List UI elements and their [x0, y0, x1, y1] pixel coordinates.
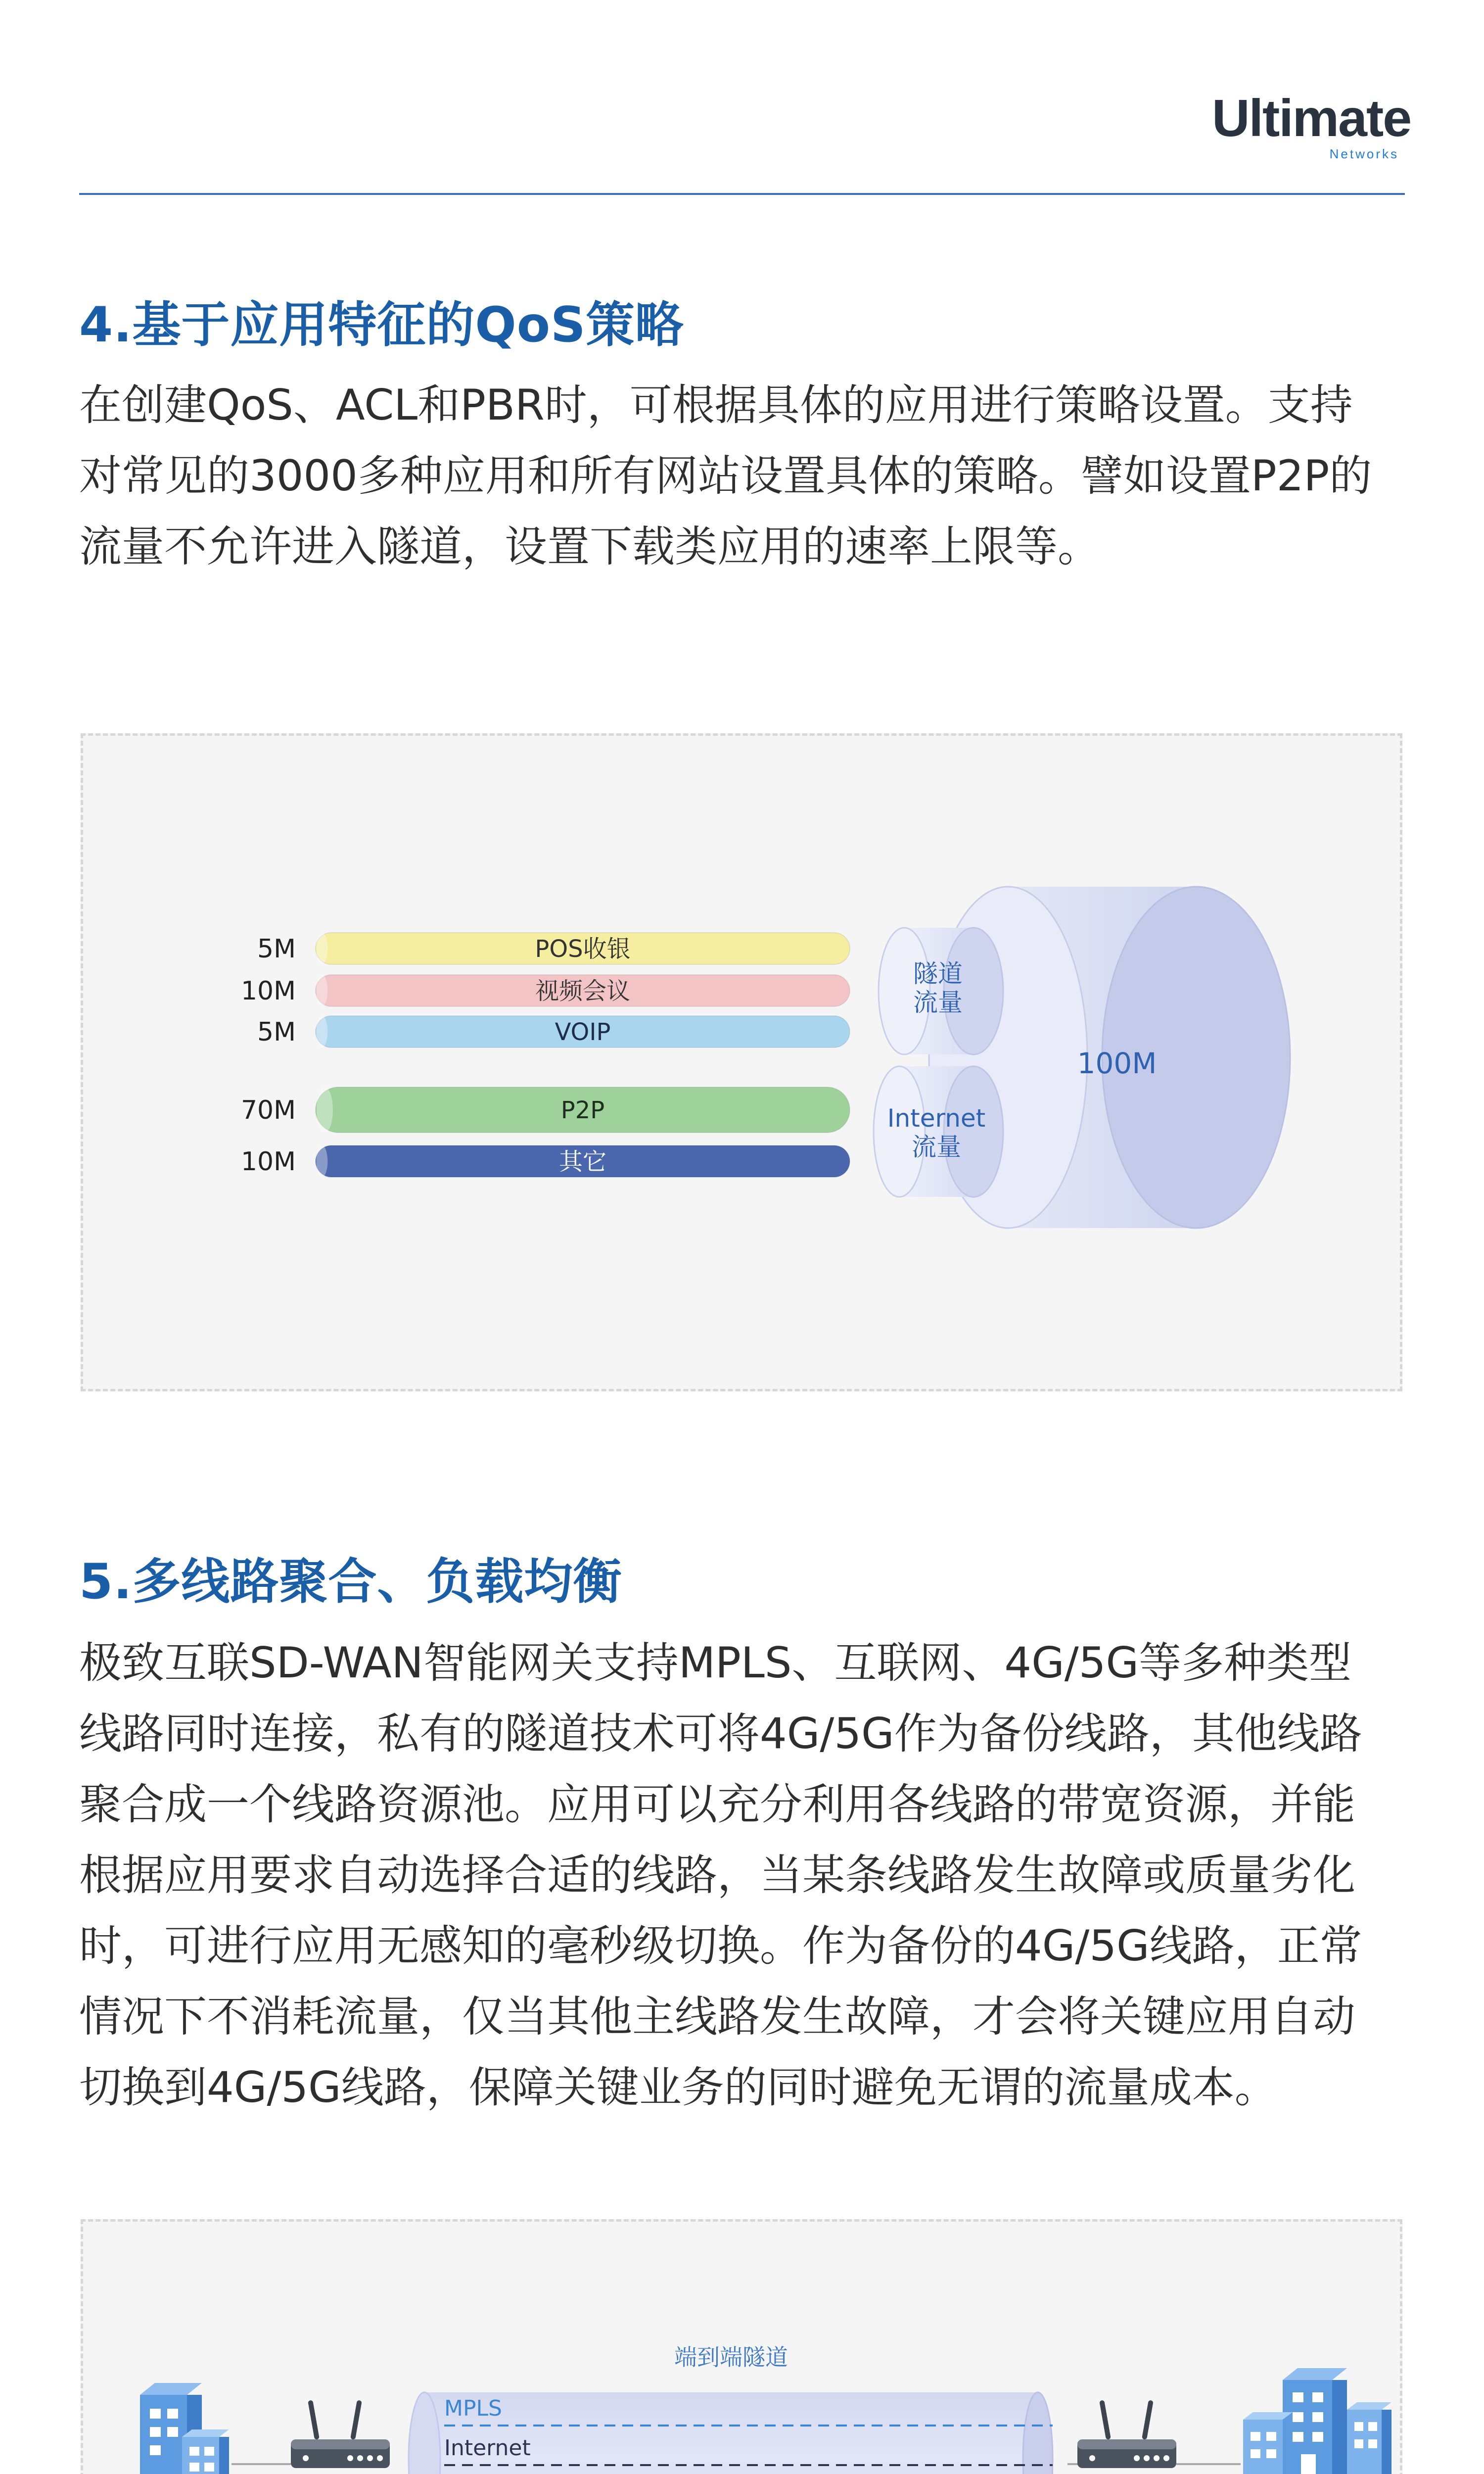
- company-logo: [1212, 89, 1411, 166]
- app-name-label: 视频会议: [535, 977, 631, 1005]
- app-pipe: [257, 933, 850, 964]
- section4-line: 流量不允许进入隧道，设置下载类应用的速率上限等。: [79, 522, 1100, 571]
- app-pipe: [257, 1016, 850, 1047]
- total-bandwidth-label: 100M: [1077, 1047, 1157, 1080]
- section5-line: 切换到4G/5G线路，保障关键业务的同时避免无谓的流量成本。: [79, 2063, 1277, 2112]
- application-pipes: [241, 933, 850, 1177]
- app-bandwidth-label: 70M: [240, 1095, 296, 1125]
- section4-paragraph: [79, 370, 1410, 582]
- right-cpe-router-icon: [1077, 2400, 1176, 2468]
- app-pipe: [241, 1145, 850, 1177]
- qos-figure: [81, 733, 1402, 1391]
- wan-figure: [81, 2219, 1402, 2474]
- wan-diagram: [83, 2222, 1400, 2474]
- app-name-label: P2P: [560, 1096, 605, 1124]
- section5-line: 聚合成一个线路资源池。应用可以充分利用各线路的带宽资源，并能: [79, 1780, 1355, 1829]
- logo-wordmark: [1212, 89, 1411, 147]
- branch-building-icon: [140, 2383, 229, 2474]
- app-pipe-cap: [316, 1145, 327, 1177]
- app-bandwidth-label: 5M: [257, 934, 296, 964]
- app-name-label: POS收银: [535, 935, 631, 963]
- app-pipe-cap: [316, 1016, 327, 1047]
- tunnel-label-line1: 隧道: [913, 959, 963, 988]
- header-divider: [79, 193, 1405, 195]
- section4-line: 在创建QoS、ACL和PBR时，可根据具体的应用进行策略设置。支持: [79, 381, 1353, 430]
- logo-text: Ultimate: [1212, 89, 1411, 147]
- link-label: MPLS: [444, 2396, 502, 2421]
- link-label: Internet: [444, 2435, 531, 2461]
- section4-title: 4.基于应用特征的QoS策略: [79, 297, 684, 353]
- qos-diagram: [83, 736, 1400, 1389]
- logo-subtitle: Networks: [1329, 146, 1399, 161]
- app-name-label: 其它: [558, 1148, 607, 1176]
- app-pipe-cap: [317, 1087, 333, 1133]
- left-cpe-router-icon: [291, 2400, 390, 2468]
- section5-paragraph: [79, 1628, 1410, 2123]
- section5-line: 极致互联SD-WAN智能网关支持MPLS、互联网、4G/5G等多种类型: [79, 1638, 1352, 1688]
- app-bandwidth-label: 10M: [240, 976, 296, 1006]
- internet-label-line2: 流量: [912, 1133, 961, 1161]
- section5-line: 线路同时连接，私有的隧道技术可将4G/5G作为备份线路，其他线路: [79, 1709, 1362, 1759]
- internet-label-line1: Internet: [887, 1104, 986, 1133]
- app-pipe-cap: [316, 975, 327, 1006]
- section5-line: 时，可进行应用无感知的毫秒级切换。作为备份的4G/5G线路，正常: [79, 1921, 1362, 1971]
- section5-line: 根据应用要求自动选择合适的线路，当某条线路发生故障或质量劣化: [79, 1851, 1355, 1900]
- section5-line: 情况下不消耗流量，仅当其他主线路发生故障，才会将关键应用自动: [79, 1992, 1355, 2042]
- app-pipe-cap: [316, 933, 327, 964]
- app-pipe: [241, 975, 850, 1006]
- app-pipe: [241, 1087, 850, 1133]
- section4-line: 对常见的3000多种应用和所有网站设置具体的策略。譬如设置P2P的: [79, 451, 1372, 501]
- section5-title: 5.多线路聚合、负载均衡: [79, 1554, 622, 1610]
- tunnel-title: 端到端隧道: [674, 2344, 788, 2371]
- app-name-label: VOIP: [555, 1018, 611, 1046]
- app-bandwidth-label: 10M: [240, 1147, 296, 1177]
- headquarters-building-icon: [1243, 2368, 1391, 2474]
- app-bandwidth-label: 5M: [257, 1017, 296, 1047]
- tunnel-label-line2: 流量: [913, 988, 963, 1017]
- end-to-end-tunnel: [409, 2392, 1053, 2474]
